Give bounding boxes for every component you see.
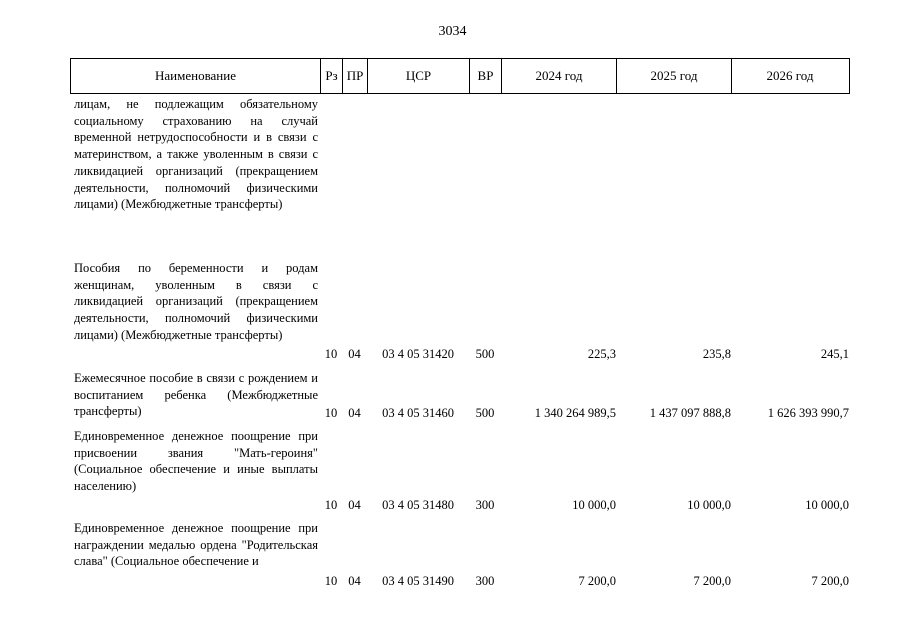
table-row — [70, 260, 850, 363]
table-row — [70, 96, 850, 246]
row-2024: 1 340 264 989,5 — [534, 406, 616, 421]
header-name: Наименование — [71, 59, 321, 93]
header-2026: 2026 год — [766, 68, 814, 83]
row-2025: 235,8 — [702, 347, 731, 362]
row-2024: 7 200,0 — [578, 574, 616, 589]
row-name: Единовременное денежное поощрение при награждении медалью ордена "Родительская слава" (Социальное обеспечение и — [74, 521, 318, 569]
row-2025: 1 437 097 888,8 — [649, 406, 731, 421]
row-vr: 500 — [475, 347, 495, 362]
row-name: Единовременное денежное поощрение при присвоении звания "Мать-героиня" (Социальное обеспечение и иные выплаты населению) — [74, 429, 318, 494]
header-rz: Рз — [321, 59, 343, 93]
row-rz: 10 — [324, 574, 338, 589]
header-csr: ЦСР — [368, 59, 470, 93]
row-2026: 1 626 393 990,7 — [767, 406, 849, 421]
row-name: лицам, не подлежащим обязательному социальному страхованию на случай временной нетрудоспособности и в связи с материнством, а также уволенным в связи с ликвидацией организаций (прекращением деятельности, полномочий физическими лицами) (Межбюджетные трансферты) — [74, 97, 318, 212]
row-2025: 10 000,0 — [687, 498, 731, 513]
row-2025: 7 200,0 — [693, 574, 731, 589]
row-2024: 225,3 — [587, 347, 616, 362]
row-rz: 10 — [324, 406, 338, 421]
row-pr: 04 — [348, 406, 361, 421]
row-2024: 10 000,0 — [572, 498, 616, 513]
row-csr: 03 4 05 31490 — [382, 574, 454, 589]
row-2026: 245,1 — [820, 347, 849, 362]
row-pr: 04 — [348, 498, 361, 513]
row-csr: 03 4 05 31420 — [382, 347, 454, 362]
row-vr: 500 — [475, 406, 495, 421]
row-vr: 300 — [475, 574, 495, 589]
row-rz: 10 — [324, 347, 338, 362]
table-row — [70, 428, 850, 514]
row-name: Ежемесячное пособие в связи с рождением и воспитанием ребенка (Межбюджетные трансферты) — [74, 371, 318, 419]
page-number: 3034 — [438, 24, 467, 39]
header-2024: 2024 год — [502, 59, 617, 93]
row-pr: 04 — [348, 574, 361, 589]
table-header — [70, 58, 850, 94]
row-name: Пособия по беременности и родам женщинам, уволенным в связи с ликвидацией организаций (прекращением деятельности, полномочий физическими лицами) (Межбюджетные трансферты) — [74, 261, 318, 342]
row-pr: 04 — [348, 347, 361, 362]
header-2025: 2025 год — [617, 59, 732, 93]
header-pr: ПР — [343, 59, 368, 93]
table-row — [70, 370, 850, 422]
row-vr: 300 — [475, 498, 495, 513]
row-2026: 10 000,0 — [805, 498, 849, 513]
header-vr: ВР — [470, 59, 502, 93]
row-csr: 03 4 05 31460 — [382, 406, 454, 421]
row-csr: 03 4 05 31480 — [382, 498, 454, 513]
row-2026: 7 200,0 — [811, 574, 849, 589]
table-row — [70, 520, 850, 590]
row-rz: 10 — [324, 498, 338, 513]
